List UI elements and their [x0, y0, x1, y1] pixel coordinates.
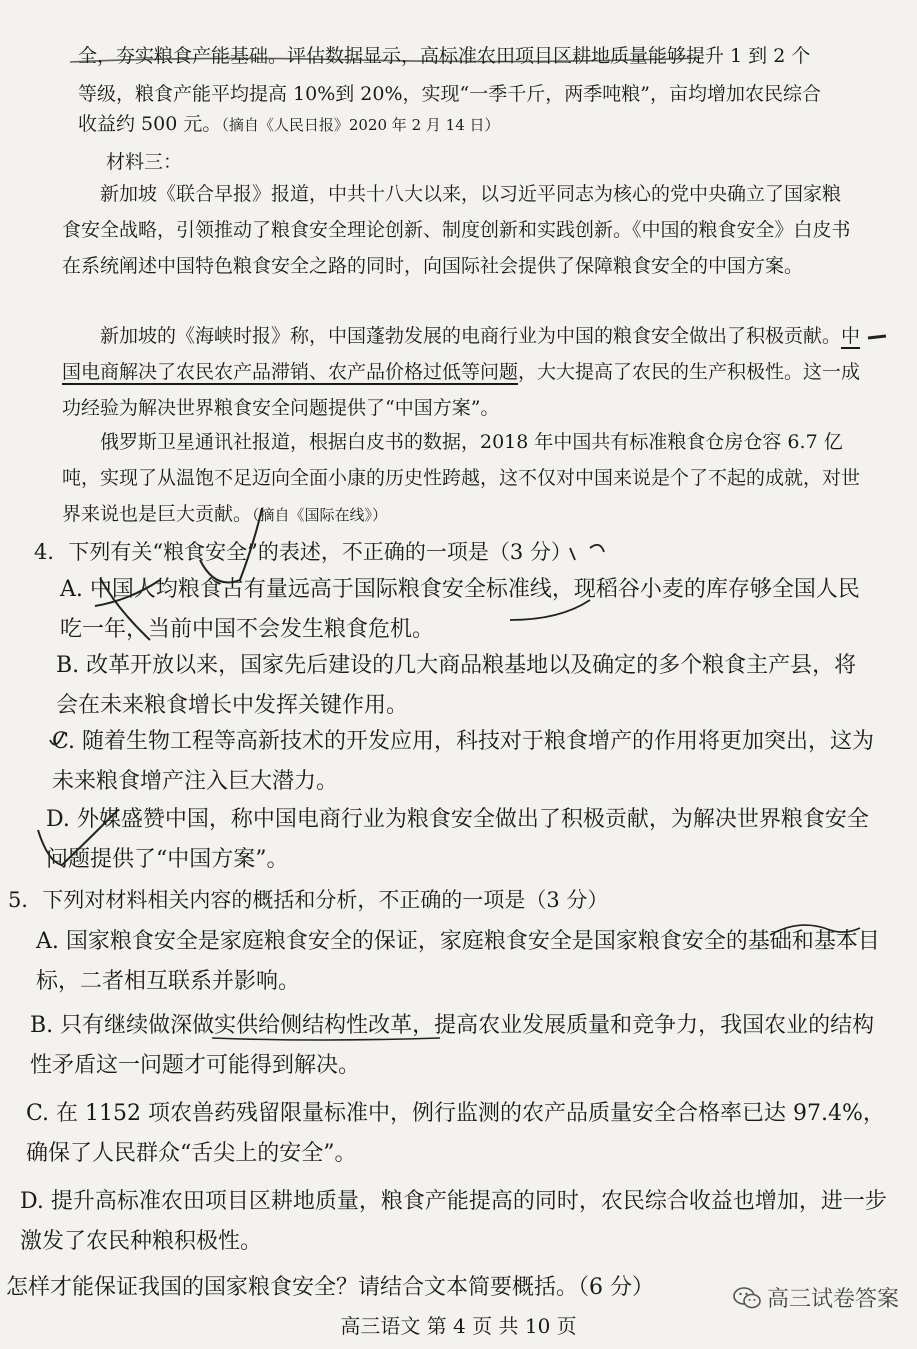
material2-line3: [78, 106, 848, 143]
q5-option-d-label: D.: [20, 1189, 44, 1214]
q4-option-a[interactable]: [60, 570, 875, 650]
wechat-icon: [733, 1286, 761, 1310]
material2-line2: 等级，粮食产能平均提高 10%到 20%，实现“一季千斤，两季吨粮”，亩均增加农民综合: [78, 83, 821, 105]
pen-dash-mark: [868, 336, 886, 338]
q5-option-a-label: A.: [36, 929, 59, 954]
material2-line3-text: 收益约 500 元。: [78, 113, 222, 135]
q5-option-c[interactable]: [26, 1094, 886, 1174]
material3-para1: 新加坡《联合早报》报道，中共十八大以来，以习近平同志为核心的党中央确立了国家粮食安全战略，引领推动了粮食安全理论创新、制度创新和实践创新。《中国的粮食安全》白皮书在系统阐述中国特色粮食安全之路的同时，向国际社会提供了保障粮食安全的中国方案。: [62, 183, 851, 277]
q5-option-c-label: C.: [26, 1101, 50, 1126]
material3-title: 材料三：: [106, 151, 183, 173]
q4-option-d-text: 外媒盛赞中国，称中国电商行业为粮食安全做出了积极贡献，为解决世界粮食安全问题提供了“中国方案”。: [46, 807, 869, 872]
material3-para2: [62, 318, 862, 426]
material3-para2-c: ，大大提高了农民的生产积极性。这一成功经验为解决世界粮食安全问题提供了“中国方案”。: [62, 361, 861, 419]
q4-option-b-text: 改革开放以来，国家先后建设的几大商品粮基地以及确定的多个粮食主产县，将会在未来粮食增长中发挥关键作用。: [56, 653, 857, 718]
material3-para3-text: 俄罗斯卫星通讯社报道，根据白皮书的数据，2018 年中国共有标准粮食仓房仓容 6.7 亿吨，实现了从温饱不足迈向全面小康的历史性跨越，这不仅对中国来说是个了不起的成就，对世界来说也是巨大贡献。: [62, 431, 861, 525]
q5-option-b-text: 只有继续做深做实供给侧结构性改革，提高农业发展质量和竞争力，我国农业的结构性矛盾这一问题才可能得到解决。: [30, 1013, 875, 1078]
q5-option-a[interactable]: [36, 922, 886, 1002]
q4-stem: 4．下列有关“粮食安全”的表述，不正确的一项是（3 分）: [34, 540, 572, 564]
q5-option-c-text: 在 1152 项农兽药残留限量标准中，例行监测的农产品质量安全合格率已达 97.4%，确保了人民群众“舌尖上的安全”。: [26, 1101, 885, 1166]
q4-option-c-label: C.: [52, 729, 76, 754]
q6-stem: 怎样才能保证我国的国家粮食安全？请结合文本简要概括。（6 分）: [6, 1275, 654, 1300]
material3-para2-a: 新加坡的《海峡时报》称，中国蓬勃发展的电商行业为中国的粮食安全做出了积极贡献。: [100, 325, 842, 347]
q5-option-b[interactable]: [30, 1006, 890, 1086]
q5-option-b-label: B.: [30, 1013, 54, 1038]
material2-line1: 全，夯实粮食产能基础。评估数据显示，高标准农田项目区耕地质量能够提升 1 到 2 个: [78, 45, 811, 67]
q4-option-a-label: A.: [60, 577, 83, 602]
pen-bracket-q4: [570, 545, 604, 560]
material3-para3-source: （摘自《国际在线》）: [252, 506, 388, 524]
q4-option-d[interactable]: [46, 800, 886, 880]
q5-stem: 5．下列对材料相关内容的概括和分析，不正确的一项是（3 分）: [8, 888, 609, 912]
material3-para3: [62, 424, 872, 533]
watermark: [733, 1282, 899, 1313]
q5-option-a-text: 国家粮食安全是家庭粮食安全的保证，家庭粮食安全是国家粮食安全的基础和基本目标，二者相互联系并影响。: [36, 929, 880, 994]
watermark-text: 高三试卷答案: [766, 1287, 899, 1312]
q4-option-d-label: D.: [46, 807, 70, 832]
q5-option-d-text: 提升高标准农田项目区耕地质量，粮食产能提高的同时，农民综合收益也增加，进一步激发了农民种粮积极性。: [20, 1189, 887, 1254]
q5-option-d[interactable]: [20, 1182, 890, 1262]
q4-option-b-label: B.: [56, 653, 80, 678]
q4-option-a-text: 中国人均粮食占有量远高于国际粮食安全标准线，现稻谷小麦的库存够全国人民吃一年，当前中国不会发生粮食危机。: [60, 577, 860, 642]
page-footer: 高三语文 第 4 页 共 10 页: [340, 1314, 577, 1338]
q4-option-b[interactable]: [56, 646, 871, 726]
material2-source: （摘自《人民日报》2020 年 2 月 14 日）: [221, 116, 500, 134]
q4-option-c[interactable]: [52, 722, 882, 802]
q4-option-c-text: 随着生物工程等高新技术的开发应用，科技对于粮食增产的作用将更加突出，这为未来粮食增产注入巨大潜力。: [52, 729, 875, 794]
material3-para2-underlined: 中国电商解决了农民农产品滞销、农产品价格过低等问题: [62, 325, 861, 383]
